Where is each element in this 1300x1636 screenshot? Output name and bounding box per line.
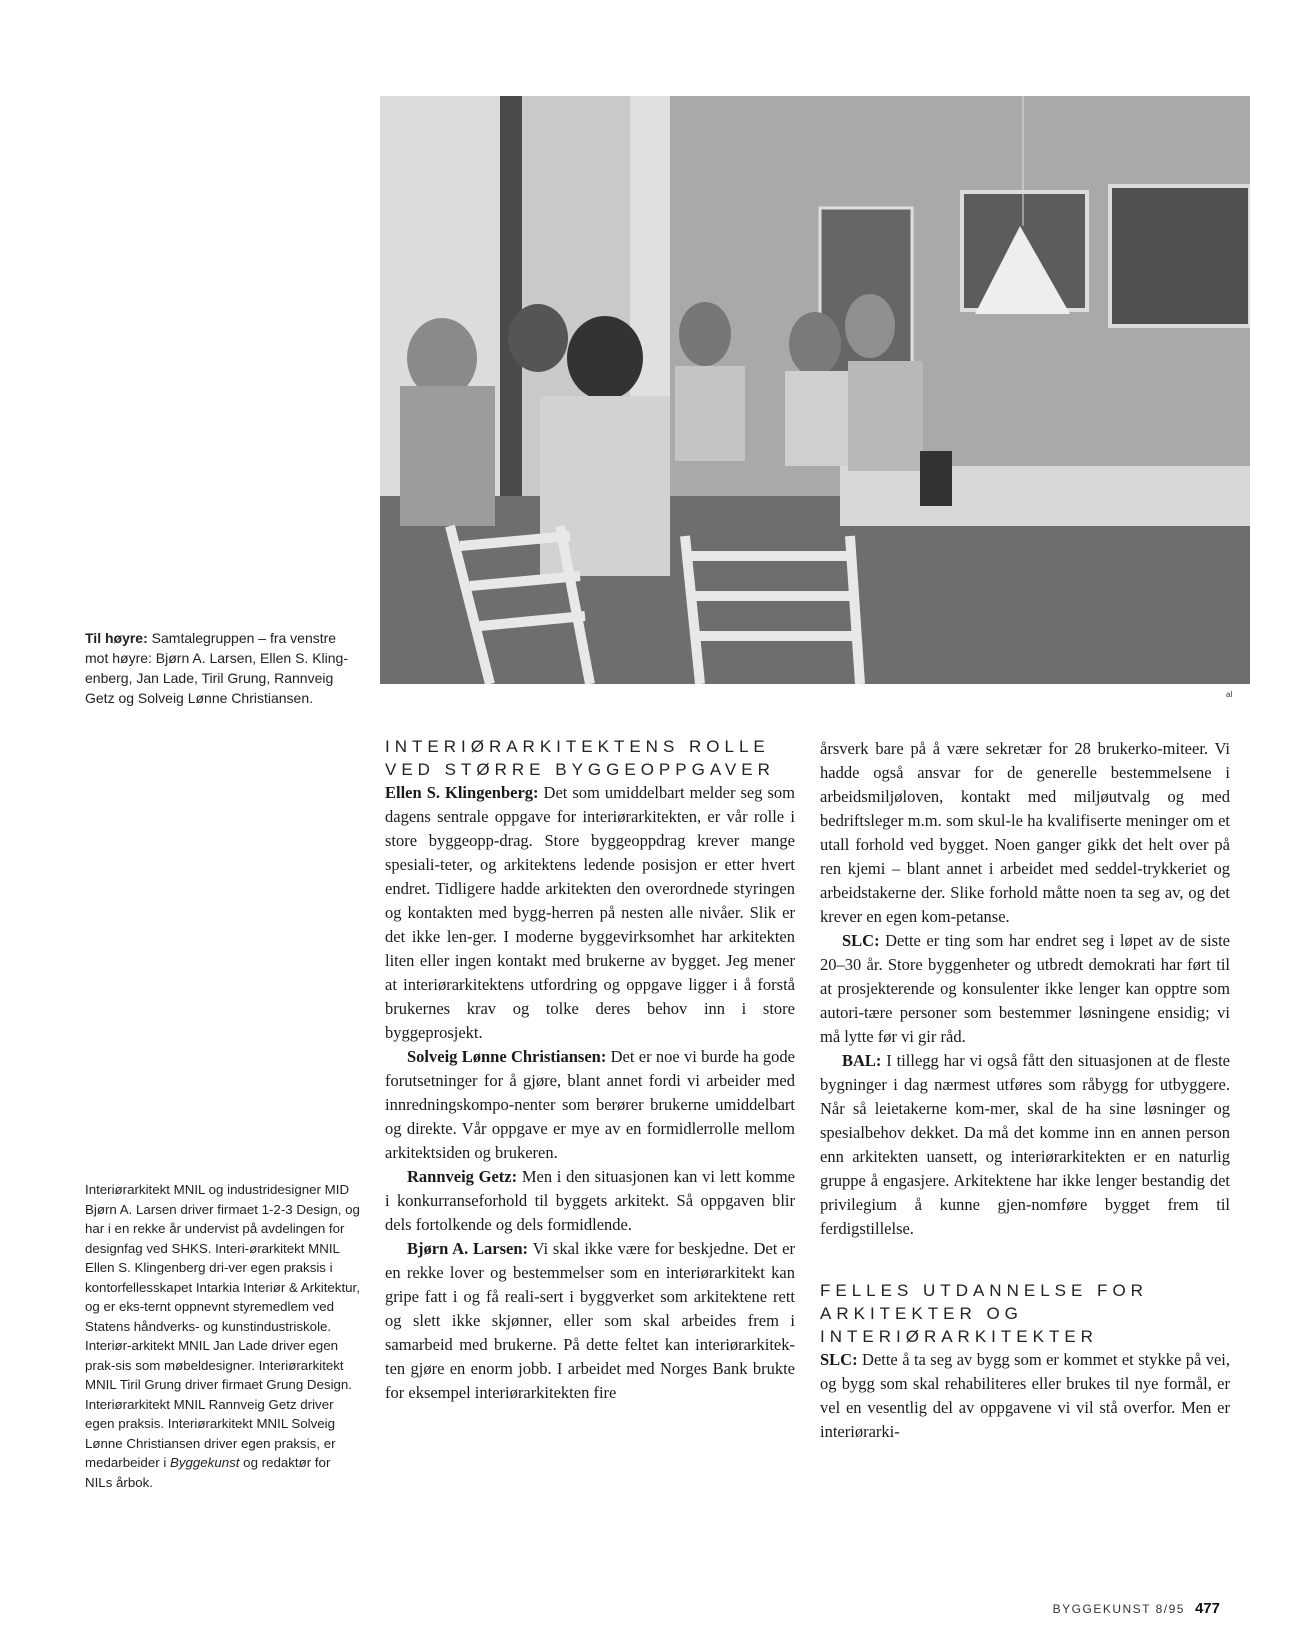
photo-caption xyxy=(85,628,355,708)
speaker-name: SLC: xyxy=(842,931,880,950)
participant-bios xyxy=(85,1180,360,1492)
paragraph xyxy=(820,737,1230,929)
bio-text: Interiørarkitekt MNIL og industridesigner MID Bjørn A. Larsen driver firmaet 1-2-3 Design, og har i en rekke år undervist på avdelingen for designfag ved SHKS. Interi-ørarkitekt MNIL Ellen S. Klingenberg dri-ver egen praksis i kontorfellesskapet Intarkia Interiør & Arkitektur, og er eks-ternt oppnevnt styremedlem ved Statens håndverks- og kunstindustriskole. Interiør-arkitekt MNIL Jan Lade driver egen prak-sis som møbeldesigner. Interiørarkitekt MNIL Tiril Grung driver firmaet Grung Design. Interiørarkitekt MNIL Rannveig Getz driver egen praksis. Interiørarkitekt MNIL Solveig Lønne Christiansen driver egen praksis, er medarbeider i xyxy=(85,1182,360,1470)
article-column-1 xyxy=(385,735,795,1405)
heading-line: ARKITEKTER OG INTERIØRARKITEKTER xyxy=(820,1304,1098,1346)
heading-line: FELLES UTDANNELSE FOR xyxy=(820,1281,1148,1300)
paragraph xyxy=(820,929,1230,1049)
paragraph-text: I tillegg har vi også fått den situasjonen at de fleste bygninger i dag nærmest utføres som råbygg for utbyggere. Når så leietakerne kom-mer, skal de ha sine løsninger og spesialbehov dekket. Da må det komme inn en annen person enn arkitekten uansett, og interiørarkitekten er en naturlig gruppe å engasjere. Arkitektene har ikke lenger bestandig det privilegium å kunne gjen-nomføre bygget frem til ferdigstillelse. xyxy=(820,1051,1230,1238)
photo-credit-mark: al xyxy=(1226,690,1233,699)
publication-issue: BYGGEKUNST 8/95 xyxy=(1052,1602,1185,1616)
speaker-name: Rannveig Getz: xyxy=(407,1167,518,1186)
speaker-name: Solveig Lønne Christiansen: xyxy=(407,1047,607,1066)
paragraph xyxy=(385,1165,795,1237)
paragraph xyxy=(385,1045,795,1165)
speaker-name: Bjørn A. Larsen: xyxy=(407,1239,529,1258)
heading-line: VED STØRRE BYGGEOPPGAVER xyxy=(385,760,775,779)
section-heading-1 xyxy=(385,735,795,781)
speaker-name: Ellen S. Klingenberg: xyxy=(385,783,539,802)
paragraph-text: Dette er ting som har endret seg i løpet av de siste 20–30 år. Store byggenheter og utbredt demokrati har ført til at prosjekterende og konsulenter ikke lenger kan opptre som autori-tære personer som bestemmer løsningene ensidig; vi må lytte før vi gir råd. xyxy=(820,931,1230,1046)
article-photo xyxy=(380,96,1250,684)
heading-line: INTERIØRARKITEKTENS ROLLE xyxy=(385,737,770,756)
paragraph xyxy=(385,1237,795,1405)
photo-illustration xyxy=(380,96,1250,684)
paragraph xyxy=(820,1348,1230,1444)
paragraph-text: Det som umiddelbart melder seg som dagens sentrale oppgave for interiørarkitekten, er vår rolle i store byggeopp-drag. Store byggeoppdrag krever mange spesiali-teter, og arkitektens ledende posisjon er etter hvert endret. Tidligere hadde arkitekten den overordnede styringen og kontakten med bygg-herren på nesten alle nivåer. Slik er det ikke len-ger. I moderne byggevirksomhet har arkitekten liten eller ingen kontakt med brukerne av bygget. Jeg mener at interiørarkitektens utfordring og oppgave ligger i å forstå brukernes krav og tolke deres behov inn i store byggeprosjekt. xyxy=(385,783,795,1042)
section-heading-2 xyxy=(820,1279,1230,1348)
page-footer xyxy=(1000,1600,1220,1617)
speaker-name: SLC: xyxy=(820,1350,858,1369)
bio-magazine-name: Byggekunst xyxy=(170,1455,240,1470)
paragraph-text: Det er noe vi burde ha gode forutsetninger for å gjøre, blant annet fordi vi arbeider med innredningskompo-nenter som berører brukerne umiddelbart og direkte. Vår oppgave er mye av en formidlerrolle mellom arkitektsiden og brukeren. xyxy=(385,1047,795,1162)
caption-label: Til høyre: xyxy=(85,630,148,646)
paragraph-text: årsverk bare på å være sekretær for 28 brukerko-miteer. Vi hadde også ansvar for de generelle bestemmelsene i arbeidsmiljøloven, kontakt med miljøutvalg og med bedriftsleger m.m. som skul-le ha kvalifiserte meninger om et utall forhold ved bygget. Noen ganger gikk det helt over på ren kjemi – blant annet i arbeidet med seddel-trykkeriet og arbeidstakerne der. Slike forhold måtte noen ta seg av, og det krever en egen kom-petanse. xyxy=(820,739,1230,926)
paragraph-text: Dette å ta seg av bygg som er kommet et stykke på vei, og bygg som skal rehabiliteres eller brukes til nye formål, er vel en vesentlig del av oppgavene vi vil stå overfor. Men er interiørarki- xyxy=(820,1350,1230,1441)
caption-text: Samtalegruppen – fra venstre mot høyre: Bjørn A. Larsen, Ellen S. Kling-enberg, Jan Lade, Tiril Grung, Rannveig Getz og Solveig Lønne Christiansen. xyxy=(85,630,348,706)
speaker-name: BAL: xyxy=(842,1051,882,1070)
paragraph-text: Vi skal ikke være for beskjedne. Det er en rekke lover og bestemmelser som en interiørarkitekt kan gripe fatt i og få reali-sert i byggverket som arkitektene rett og slett ikke skjønner, eller som skal arbeides frem i samarbeid med brukerne. På dette feltet kan interiørarkitek-ten gjøre en enorm jobb. I arbeidet med Norges Bank brukte for eksempel interiørarkitekten fire xyxy=(385,1239,795,1402)
paragraph xyxy=(820,1049,1230,1241)
bio-text-end: og redaktør for NILs årbok. xyxy=(85,1455,331,1490)
page-number: 477 xyxy=(1194,1600,1220,1617)
paragraph xyxy=(385,781,795,1045)
paragraph-text: Men i den situasjonen kan vi lett komme i konkurranseforhold til byggets arkitekt. Så oppgaven blir dels fortolkende og dels formidlende. xyxy=(385,1167,795,1234)
article-column-2 xyxy=(820,737,1230,1444)
